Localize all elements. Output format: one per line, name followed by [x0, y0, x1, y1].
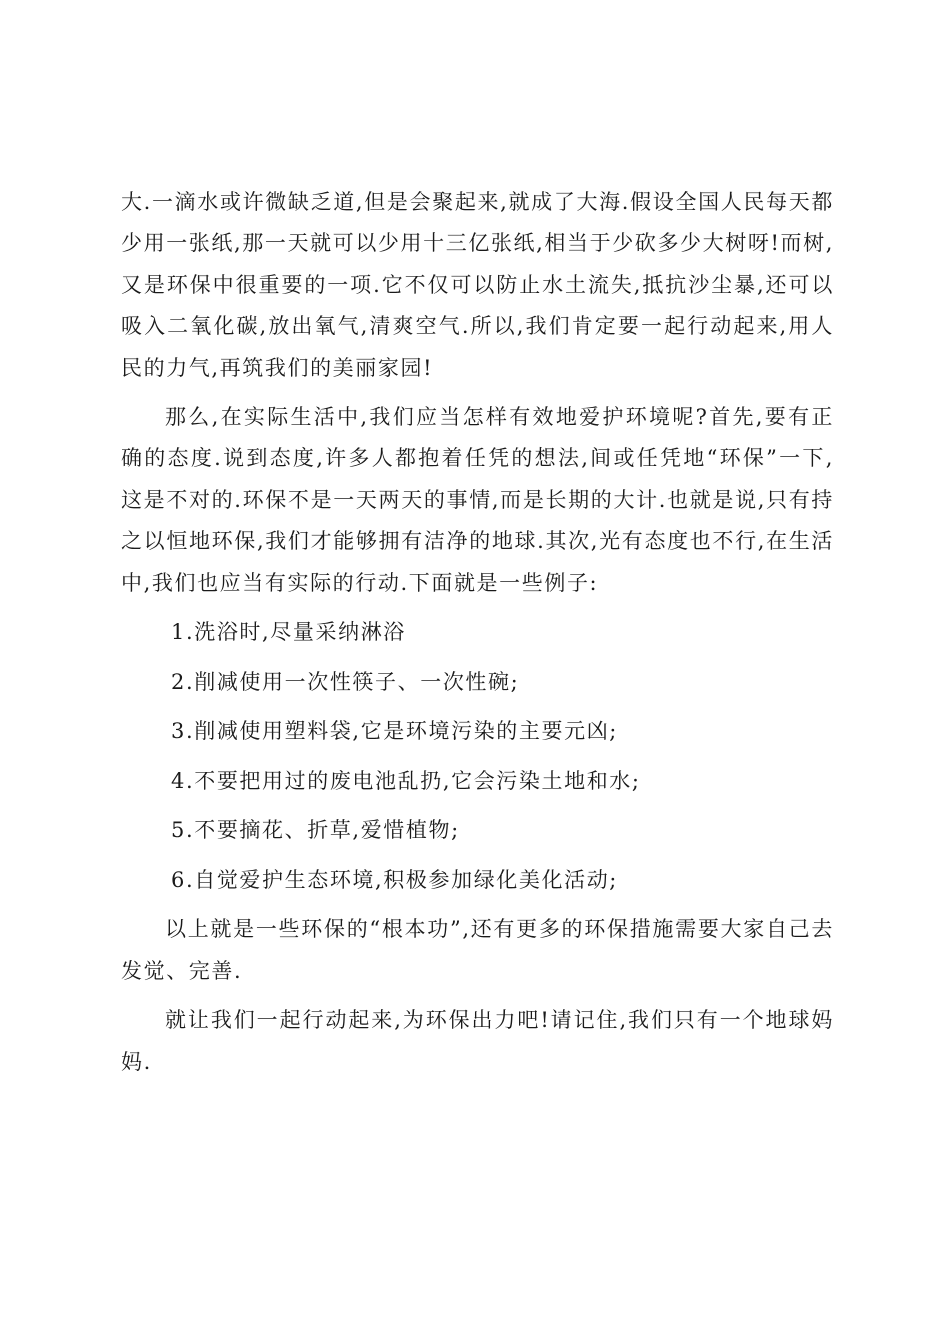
- paragraph-intro-continuation: 大.一滴水或许微缺乏道,但是会聚起来,就成了大海.假设全国人民每天都少用一张纸,那一天就可以少用十三亿张纸,相当于少砍多少大树呀!而树,又是环保中很重要的一项.它不仅可以防止水土流失,抵抗沙尘暴,还可以吸入二氧化碳,放出氧气,清爽空气.所以,我们肯定要一起行动起来,用人民的力气,再筑我们的美丽家园!: [121, 190, 834, 380]
- list-item-4: 4.不要把用过的废电池乱扔,它会污染土地和水;: [171, 768, 641, 793]
- list-item-2: 2.削减使用一次性筷子、一次性碗;: [171, 669, 520, 694]
- environmental-tips-list: [121, 612, 834, 901]
- paragraph-call-to-action: 就让我们一起行动起来,为环保出力吧!请记住,我们只有一个地球妈妈.: [121, 1008, 834, 1074]
- list-item-3: 3.削减使用塑料袋,它是环境污染的主要元凶;: [171, 719, 618, 744]
- paragraph-basic-skills: 以上就是一些环保的“根本功”,还有更多的环保措施需要大家自己去发觉、完善.: [121, 917, 834, 983]
- list-item-6: 6.自觉爱护生态环境,积极参加绿化美化活动;: [171, 868, 618, 893]
- document-body: [121, 182, 834, 1083]
- list-item-5: 5.不要摘花、折草,爱惜植物;: [171, 818, 460, 843]
- list-item-1: 1.洗浴时,尽量采纳淋浴: [171, 620, 406, 645]
- paragraph-attitude: 那么,在实际生活中,我们应当怎样有效地爱护环境呢?首先,要有正确的态度.说到态度,许多人都抱着任凭的想法,间或任凭地“环保”一下,这是不对的.环保不是一天两天的事情,而是长期的大计.也就是说,只有持之以恒地环保,我们才能够拥有洁净的地球.其次,光有态度也不行,在生活中,我们也应当有实际的行动.下面就是一些例子:: [121, 405, 834, 595]
